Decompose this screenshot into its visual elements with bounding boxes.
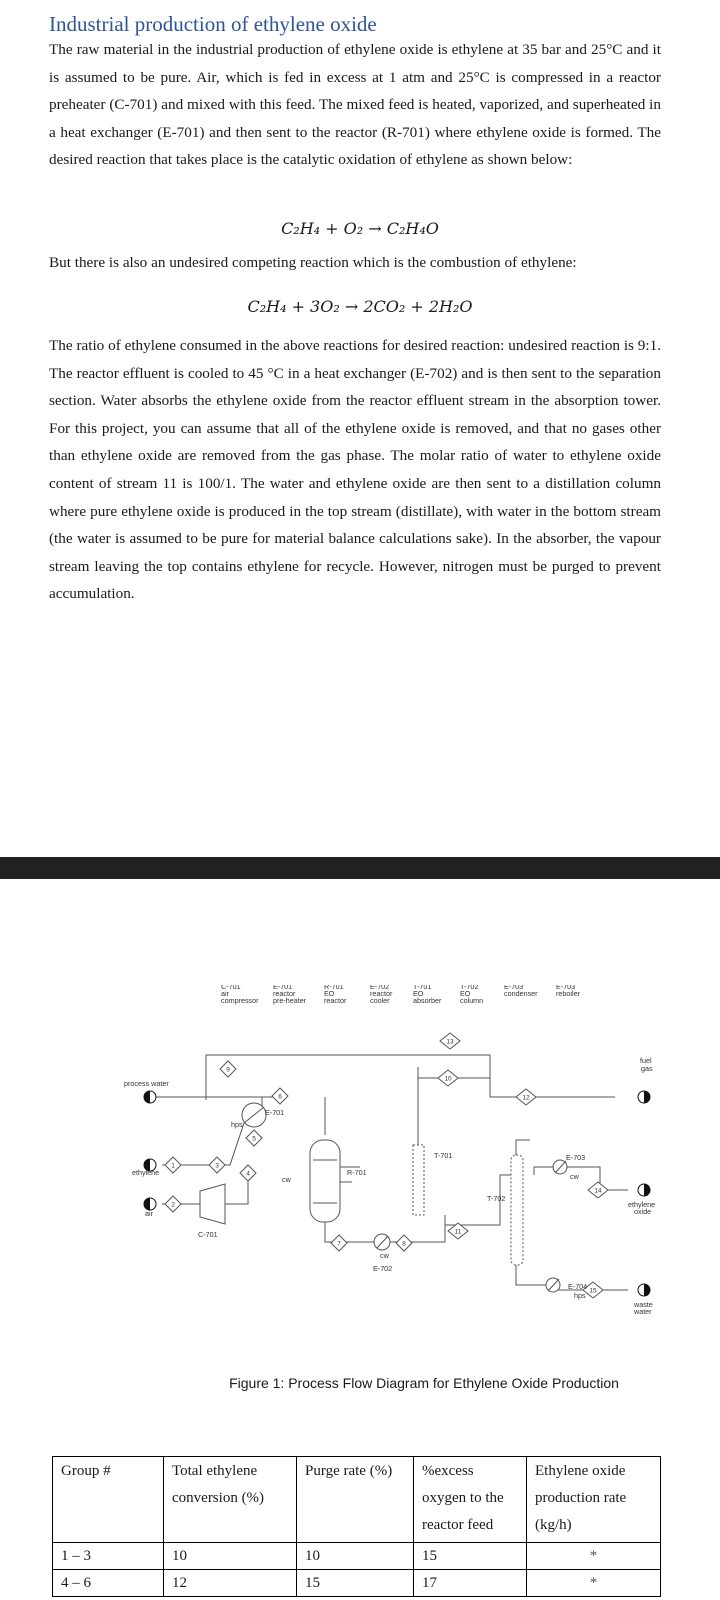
desired-reaction-equation: C₂H₄ + O₂ → C₂H₄O	[281, 219, 439, 238]
stream-number: 13	[446, 1038, 454, 1046]
c701-label: C-701	[198, 1230, 218, 1239]
table-cell: 4 – 6	[53, 1570, 164, 1597]
table-row	[53, 1543, 661, 1570]
stream-number: 15	[589, 1287, 597, 1295]
page-divider	[0, 857, 720, 879]
figure-caption: Figure 1: Process Flow Diagram for Ethylene Oxide Production	[229, 1375, 619, 1391]
legend-line: reboiler	[556, 989, 580, 998]
stream-number: 2	[171, 1201, 175, 1209]
process-description-paragraph: The ratio of ethylene consumed in the above reactions for desired reaction: undesired reaction is 9:1. The reactor effluent is cooled to 45 °C in a heat exchanger (E-702) and is then sent to the separation section. Water absorbs the ethylene oxide from the reactor effluent stream in the absorption tower. For this project, you can assume that all of the ethylene oxide is removed, and that no gases other than ethylene oxide are removed from the gas phase. The molar ratio of water to ethylene oxide content of stream 11 is 100/1. The water and ethylene oxide are then sent to a distillation column where pure ethylene oxide is produced in the top stream (distillate), with water in the bottom stream (the water is assumed to be pure for material balance calculations sake). In the absorber, the vapour stream leaving the top contains ethylene for recycle. However, nitrogen must be purged to prevent accumulation.	[49, 337, 661, 603]
legend-tag: E-703	[504, 985, 524, 991]
legend-line: condenser	[504, 989, 538, 998]
stream-number: 14	[594, 1187, 602, 1195]
table-header: Group #	[53, 1457, 164, 1543]
table-cell: 1 – 3	[53, 1543, 164, 1570]
stream-number: 9	[226, 1066, 230, 1074]
table-row	[53, 1570, 661, 1597]
waste-water-label: waste	[634, 1300, 653, 1309]
legend-line: EO	[324, 989, 335, 998]
hps-label: hps	[574, 1291, 586, 1300]
compressor-c701	[200, 1184, 225, 1224]
t702-label: T-702	[487, 1194, 506, 1203]
cw-label: cw	[380, 1251, 389, 1260]
stream-number: 7	[337, 1240, 341, 1248]
stream-number: 4	[246, 1170, 250, 1178]
stream-number: 6	[278, 1093, 282, 1101]
diagram-labels	[124, 1056, 655, 1316]
e701-label: E-701	[265, 1108, 285, 1117]
page-title: Industrial production of ethylene oxide	[49, 12, 377, 36]
legend-line: column	[460, 996, 484, 1005]
table-cell: *	[527, 1570, 661, 1597]
table-header: Purge rate (%)	[297, 1457, 414, 1543]
table-cell: 10	[164, 1543, 297, 1570]
stream-number: 3	[215, 1162, 219, 1170]
stream-number: 10	[444, 1075, 452, 1083]
column-t702	[511, 1155, 523, 1265]
legend-tag: T-701	[413, 985, 432, 991]
table-cell: 17	[414, 1570, 527, 1597]
legend-line: EO	[413, 989, 424, 998]
fuel-gas-label: fuel	[640, 1056, 652, 1065]
intro-paragraph: The raw material in the industrial production of ethylene oxide is ethylene at 35 bar and 25°C and it is assumed to be pure. Air, which is fed in excess at 1 atm and 25°C is compressed in a reactor preheater (C-701) and mixed with this feed. The mixed feed is heated, vaporized, and superheated in a heat exchanger (E-701) and then sent to the reactor (R-701) where ethylene oxide is formed. The desired reaction that takes place is the catalytic oxidation of ethylene as shown below:	[49, 41, 661, 169]
legend-line: reactor	[324, 996, 347, 1005]
table-cell: 10	[297, 1543, 414, 1570]
product-label: oxide	[634, 1207, 652, 1216]
stream-number: 1	[171, 1162, 175, 1170]
legend-tag: T-702	[460, 985, 479, 991]
legend-line: reactor	[273, 989, 296, 998]
group-parameters-table	[52, 1456, 661, 1597]
table-cell: 15	[414, 1543, 527, 1570]
table-header-row	[53, 1457, 661, 1543]
stream-number: 11	[454, 1228, 462, 1236]
e702-label: E-702	[373, 1264, 393, 1273]
legend-line: compressor	[221, 996, 259, 1005]
stream-number: 8	[402, 1240, 406, 1248]
cw-label: cw	[570, 1172, 579, 1181]
r701-label: R-701	[347, 1168, 367, 1177]
combustion-reaction-equation: C₂H₄ + 3O₂ → 2CO₂ + 2H₂O	[247, 297, 473, 316]
table-cell: *	[527, 1543, 661, 1570]
fuel-gas-label: gas	[641, 1064, 653, 1073]
legend-tag: C-701	[221, 985, 241, 991]
waste-water-label: water	[634, 1307, 652, 1316]
stream-number: 5	[252, 1135, 256, 1143]
reactor-r701	[310, 1140, 340, 1222]
stream-number: 12	[522, 1094, 530, 1102]
table-cell: 15	[297, 1570, 414, 1597]
ethylene-feed-label: ethylene	[132, 1168, 160, 1177]
process-flow-diagram	[0, 985, 720, 1355]
table-cell: 12	[164, 1570, 297, 1597]
legend-line: cooler	[370, 996, 390, 1005]
legend-line: air	[221, 989, 229, 998]
table-header: Total ethylene conversion (%)	[164, 1457, 297, 1543]
table-header: %excess oxygen to the reactor feed	[414, 1457, 527, 1543]
competing-reaction-text: But there is also an undesired competing reaction which is the combustion of ethylene:	[49, 254, 577, 271]
legend-tag: E-702	[370, 985, 390, 991]
legend-tag: E-703	[556, 985, 576, 991]
legend-line: EO	[460, 989, 471, 998]
cw-label: cw	[282, 1175, 291, 1184]
product-label: ethylene	[628, 1200, 656, 1209]
e703-label: E-703	[566, 1153, 586, 1162]
legend-line: absorber	[413, 996, 442, 1005]
hps-label: hps	[231, 1120, 243, 1129]
legend-line: reactor	[370, 989, 393, 998]
legend-tag: E-701	[273, 985, 293, 991]
equipment-legend	[221, 985, 581, 1005]
air-feed-label: air	[145, 1209, 153, 1218]
process-water-label: process water	[124, 1079, 169, 1088]
legend-tag: R-701	[324, 985, 344, 991]
absorber-t701	[413, 1145, 424, 1215]
legend-line: pre-heater	[273, 996, 307, 1005]
t701-label: T-701	[434, 1151, 453, 1160]
table-header: Ethylene oxide production rate (kg/h)	[527, 1457, 661, 1543]
e704-label: E-704	[568, 1282, 588, 1291]
